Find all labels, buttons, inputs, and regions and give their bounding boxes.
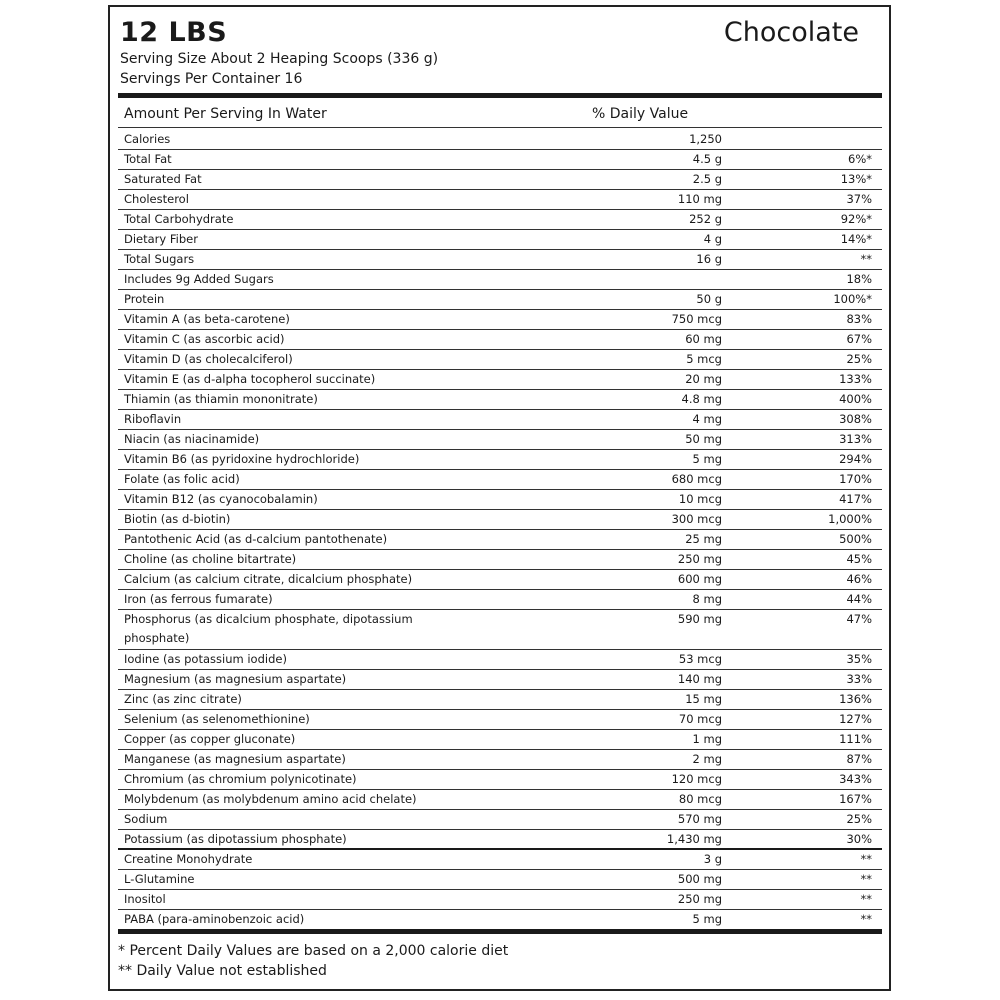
table-row — [118, 530, 882, 550]
table-row — [118, 770, 882, 790]
nutrient-name: Inositol — [124, 892, 166, 906]
thick-divider-top — [118, 93, 882, 98]
nutrient-amount: 2 mg — [692, 752, 722, 766]
nutrient-daily-value: 400% — [839, 392, 872, 406]
nutrient-amount: 250 mg — [677, 552, 722, 566]
nutrient-daily-value: 33% — [846, 672, 872, 686]
nutrient-name: Copper (as copper gluconate) — [124, 732, 296, 746]
nutrient-amount: 4.5 g — [692, 152, 722, 166]
nutrient-amount: 2.5 g — [692, 172, 722, 186]
nutrient-daily-value: 343% — [839, 772, 872, 786]
nutrient-daily-value: 67% — [846, 332, 872, 346]
table-row — [118, 170, 882, 190]
nutrient-name: Includes 9g Added Sugars — [124, 272, 274, 286]
table-row — [118, 650, 882, 670]
nutrient-name: Phosphorus (as dicalcium phosphate, dipotassium phosphate) — [124, 612, 413, 645]
nutrient-daily-value: 100%* — [833, 292, 872, 306]
nutrient-amount: 680 mcg — [671, 472, 722, 486]
nutrient-amount: 140 mg — [677, 672, 722, 686]
nutrient-daily-value: 111% — [839, 732, 872, 746]
table-row — [118, 810, 882, 830]
table-row — [118, 470, 882, 490]
nutrient-daily-value: 83% — [846, 312, 872, 326]
nutrient-name: Biotin (as d-biotin) — [124, 512, 231, 526]
nutrient-name: Vitamin B12 (as cyanocobalamin) — [124, 492, 318, 506]
nutrient-daily-value: 127% — [839, 712, 872, 726]
nutrient-daily-value: ** — [860, 252, 872, 266]
nutrient-name: Total Sugars — [124, 252, 195, 266]
table-row — [118, 910, 882, 930]
nutrient-amount: 20 mg — [685, 372, 722, 386]
table-row — [118, 250, 882, 270]
nutrient-amount: 1,430 mg — [666, 832, 722, 846]
nutrient-daily-value: 1,000% — [828, 512, 872, 526]
nutrient-amount: 590 mg — [677, 612, 722, 626]
nutrient-amount: 3 g — [703, 852, 722, 866]
nutrient-amount: 4 g — [703, 232, 722, 246]
nutrient-daily-value: 6%* — [848, 152, 872, 166]
nutrient-name: Selenium (as selenomethionine) — [124, 712, 310, 726]
nutrient-amount: 250 mg — [677, 892, 722, 906]
nutrient-name: Choline (as choline bitartrate) — [124, 552, 297, 566]
servings-per-container: Servings Per Container 16 — [120, 71, 303, 87]
nutrient-daily-value: ** — [860, 912, 872, 926]
nutrient-name: Total Carbohydrate — [124, 212, 234, 226]
table-row — [118, 710, 882, 730]
nutrient-amount: 16 g — [696, 252, 722, 266]
nutrient-amount: 570 mg — [677, 812, 722, 826]
daily-value-label: % Daily Value — [592, 106, 689, 122]
nutrient-daily-value: 294% — [839, 452, 872, 466]
nutrient-name: Pantothenic Acid (as d-calcium pantothenate) — [124, 532, 388, 546]
nutrient-name: Vitamin A (as beta-carotene) — [124, 312, 290, 326]
nutrient-daily-value: 18% — [846, 272, 872, 286]
thick-divider-bottom — [118, 929, 882, 934]
nutrient-amount: 4 mg — [692, 412, 722, 426]
table-row — [118, 850, 882, 870]
table-row — [118, 370, 882, 390]
nutrient-amount: 1,250 — [689, 132, 722, 146]
nutrient-name: Molybdenum (as molybdenum amino acid chelate) — [124, 792, 417, 806]
nutrient-daily-value: 92%* — [840, 212, 872, 226]
table-row — [118, 870, 882, 890]
table-row — [118, 190, 882, 210]
nutrient-daily-value: 47% — [846, 612, 872, 626]
nutrient-name: Calories — [124, 132, 171, 146]
nutrient-amount: 5 mg — [692, 452, 722, 466]
nutrient-daily-value: 313% — [839, 432, 872, 446]
nutrient-daily-value: 417% — [839, 492, 872, 506]
nutrient-amount: 750 mcg — [671, 312, 722, 326]
nutrient-daily-value: 37% — [846, 192, 872, 206]
table-row — [118, 610, 882, 650]
nutrient-name: Thiamin (as thiamin mononitrate) — [124, 392, 318, 406]
nutrient-daily-value: 14%* — [840, 232, 872, 246]
nutrient-amount: 110 mg — [677, 192, 722, 206]
nutrient-name: Dietary Fiber — [124, 232, 198, 246]
nutrient-name: Niacin (as niacinamide) — [124, 432, 260, 446]
nutrient-amount: 8 mg — [692, 592, 722, 606]
table-row — [118, 590, 882, 610]
nutrient-daily-value: 133% — [839, 372, 872, 386]
nutrient-amount: 53 mcg — [678, 652, 722, 666]
nutrient-name: Saturated Fat — [124, 172, 202, 186]
nutrient-table — [118, 130, 882, 930]
amount-per-serving-label: Amount Per Serving In Water — [124, 106, 327, 122]
table-row — [118, 550, 882, 570]
nutrient-daily-value: 167% — [839, 792, 872, 806]
nutrient-name: L-Glutamine — [124, 872, 195, 886]
nutrient-amount: 15 mg — [685, 692, 722, 706]
nutrient-daily-value: 170% — [839, 472, 872, 486]
nutrient-daily-value: 44% — [846, 592, 872, 606]
table-row — [118, 330, 882, 350]
table-row — [118, 350, 882, 370]
table-row — [118, 210, 882, 230]
nutrient-name: Cholesterol — [124, 192, 189, 206]
nutrient-name: Total Fat — [124, 152, 172, 166]
nutrient-name: Manganese (as magnesium aspartate) — [124, 752, 346, 766]
table-row — [118, 490, 882, 510]
table-row — [118, 830, 882, 850]
nutrient-daily-value: 136% — [839, 692, 872, 706]
nutrient-amount: 50 mg — [685, 432, 722, 446]
nutrient-name: Protein — [124, 292, 165, 306]
nutrient-daily-value: 30% — [846, 832, 872, 846]
nutrient-name: Folate (as folic acid) — [124, 472, 240, 486]
nutrient-name: Iron (as ferrous fumarate) — [124, 592, 273, 606]
nutrient-name: Potassium (as dipotassium phosphate) — [124, 832, 347, 846]
nutrient-daily-value: 308% — [839, 412, 872, 426]
nutrient-amount: 80 mcg — [678, 792, 722, 806]
nutrient-amount: 1 mg — [692, 732, 722, 746]
nutrient-daily-value: 35% — [846, 652, 872, 666]
nutrient-name: Chromium (as chromium polynicotinate) — [124, 772, 357, 786]
nutrient-daily-value: 500% — [839, 532, 872, 546]
flavor-label: Chocolate — [723, 17, 859, 48]
nutrient-name: Calcium (as calcium citrate, dicalcium phosphate) — [124, 572, 413, 586]
nutrient-daily-value: ** — [860, 852, 872, 866]
table-row — [118, 510, 882, 530]
nutrient-amount: 252 g — [689, 212, 722, 226]
footnote-percent-daily-value: * Percent Daily Values are based on a 2,000 calorie diet — [118, 943, 509, 959]
nutrient-amount: 50 g — [696, 292, 722, 306]
nutrient-name: Riboflavin — [124, 412, 182, 426]
nutrient-amount: 5 mcg — [686, 352, 722, 366]
table-header — [118, 101, 882, 128]
nutrition-facts-panel — [108, 5, 891, 991]
table-row — [118, 270, 882, 290]
nutrient-daily-value: ** — [860, 892, 872, 906]
nutrient-name: Vitamin E (as d-alpha tocopherol succinate) — [124, 372, 376, 386]
nutrient-amount: 60 mg — [685, 332, 722, 346]
nutrient-name: Sodium — [124, 812, 168, 826]
table-row — [118, 790, 882, 810]
footnote-not-established: ** Daily Value not established — [118, 963, 327, 979]
serving-size: Serving Size About 2 Heaping Scoops (336 g) — [120, 51, 439, 67]
nutrient-daily-value: 13%* — [840, 172, 872, 186]
nutrient-daily-value: 25% — [846, 352, 872, 366]
nutrient-amount: 500 mg — [677, 872, 722, 886]
nutrient-name: Vitamin D (as cholecalciferol) — [124, 352, 293, 366]
nutrient-daily-value: 87% — [846, 752, 872, 766]
nutrient-daily-value: 45% — [846, 552, 872, 566]
nutrient-amount: 5 mg — [692, 912, 722, 926]
table-row — [118, 150, 882, 170]
nutrient-amount: 10 mcg — [678, 492, 722, 506]
nutrient-name: Iodine (as potassium iodide) — [124, 652, 287, 666]
table-row — [118, 890, 882, 910]
nutrient-amount: 70 mcg — [678, 712, 722, 726]
table-row — [118, 310, 882, 330]
nutrient-amount: 300 mcg — [671, 512, 722, 526]
nutrient-name: Vitamin B6 (as pyridoxine hydrochloride) — [124, 452, 360, 466]
nutrient-daily-value: 25% — [846, 812, 872, 826]
table-row — [118, 730, 882, 750]
table-row — [118, 570, 882, 590]
table-row — [118, 690, 882, 710]
product-size-title: 12 LBS — [120, 17, 228, 48]
nutrient-daily-value: ** — [860, 872, 872, 886]
nutrient-amount: 120 mcg — [671, 772, 722, 786]
table-row — [118, 430, 882, 450]
nutrient-name: Magnesium (as magnesium aspartate) — [124, 672, 347, 686]
nutrient-name: Zinc (as zinc citrate) — [124, 692, 242, 706]
nutrient-amount: 25 mg — [685, 532, 722, 546]
nutrient-name: Vitamin C (as ascorbic acid) — [124, 332, 285, 346]
nutrient-name: PABA (para-aminobenzoic acid) — [124, 912, 305, 926]
table-row — [118, 670, 882, 690]
table-row — [118, 290, 882, 310]
table-row — [118, 450, 882, 470]
nutrient-daily-value: 46% — [846, 572, 872, 586]
nutrient-amount: 600 mg — [677, 572, 722, 586]
nutrient-name: Creatine Monohydrate — [124, 852, 253, 866]
table-row — [118, 410, 882, 430]
table-row — [118, 390, 882, 410]
table-row — [118, 130, 882, 150]
table-row — [118, 230, 882, 250]
nutrient-amount: 4.8 mg — [681, 392, 722, 406]
table-row — [118, 750, 882, 770]
